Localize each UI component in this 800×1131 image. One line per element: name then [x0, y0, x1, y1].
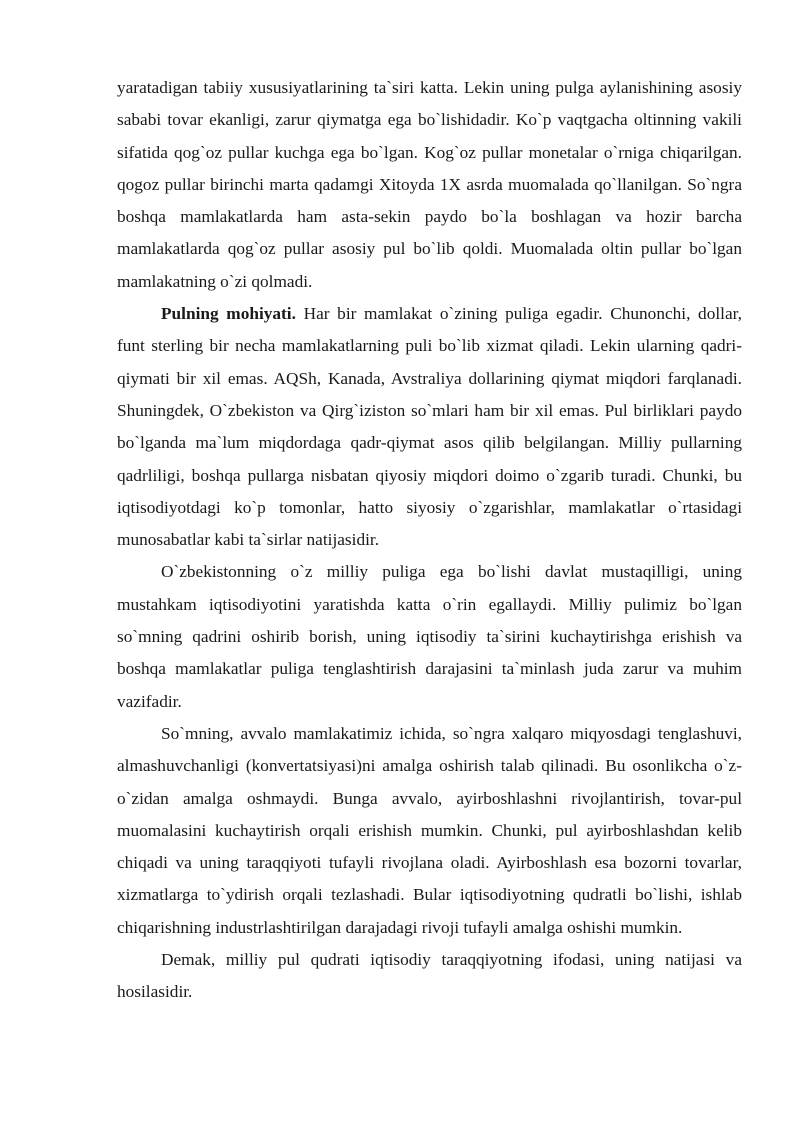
paragraph-4-text: So`mning, avvalo mamlakatimiz ichida, so`ngra xalqaro miqyosdagi tenglashuvi, almashuvchanligi (konvertatsiyasi)ni amalga oshirish talab qilinadi. Bu osonlikcha o`z-o`zidan amalga oshmaydi. Bunga avvalo, ayirboshlashni rivojlantirish, tovar-pul muomalasini kuchaytirish orqali erishish mumkin. Chunki, pul ayirboshlashdan kelib chiqadi va uning taraqqiyoti tufayli rivojlana oladi. Ayirboshlash esa bozorni tovarlar, xizmatlarga to`ydirish orqali tezlashadi. Bular iqtisodiyotning qudratli bo`lishi, ishlab chiqarishning industrlashtirilgan darajadagi rivoji tufayli amalga oshishi mumkin. — [117, 723, 742, 937]
paragraph-3 — [117, 556, 742, 717]
paragraph-5 — [117, 944, 742, 1009]
paragraph-1 — [117, 72, 742, 298]
paragraph-3-text: O`zbekistonning o`z milliy puliga ega bo`lishi davlat mustaqilligi, uning mustahkam iqtisodiyotini yaratishda katta o`rin egallaydi. Milliy pulimiz bo`lgan so`mning qadrini oshirib borish, uning iqtisodiy ta`sirini kuchaytirishga erishish va boshqa mamlakatlar puliga tenglashtirish darajasini ta`minlash juda zarur va muhim vazifadir. — [117, 562, 742, 711]
paragraph-1-text: yaratadigan tabiiy xususiyatlarining ta`siri katta. Lekin uning pulga aylanishining asosiy sababi tovar ekanligi, zarur qiymatga ega bo`lishidadir. Ko`p vaqtgacha oltinning vakili sifatida qog`oz pullar kuchga ega bo`lgan. Kog`oz pullar monetalar o`rniga chiqarilgan. qogoz pullar birinchi marta qadamgi Xitoyda 1X asrda muomalada qo`llanilgan. So`ngra boshqa mamlakatlarda ham asta-sekin paydo bo`la boshlagan va hozir barcha mamlakatlarda qog`oz pullar asosiy pul bo`lib qoldi. Muomalada oltin pullar bo`lgan mamlakatning o`zi qolmadi. — [117, 78, 742, 291]
paragraph-2 — [117, 298, 742, 556]
paragraph-4 — [117, 718, 742, 944]
paragraph-2-text: Har bir mamlakat o`zining puliga egadir. Chunonchi, dollar, funt sterling bir necha mamlakatlarning puli bo`lib xizmat qiladi. Lekin ularning qadri-qiymati bir xil emas. AQSh, Kanada, Avstraliya dollarining qiymat miqdori farqlanadi. Shuningdek, O`zbekiston va Qirg`iziston so`mlari ham bir xil emas. Pul birliklari paydo bo`lganda ma`lum miqdordaga qadr-qiymat asos qilib belgilangan. Milliy pullarning qadrliligi, boshqa pullarga nisbatan qiyosiy miqdori doimo o`zgarib turadi. Chunki, bu iqtisodiyotdagi ko`p tomonlar, hatto siyosiy o`zgarishlar, mamlakatlar o`rtasidagi munosabatlar kabi ta`sirlar natijasidir. — [117, 304, 742, 550]
paragraph-5-text: Demak, milliy pul qudrati iqtisodiy taraqqiyotning ifodasi, uning natijasi va hosilasidir. — [117, 950, 742, 1002]
section-heading-pulning-mohiyati: Pulning mohiyati. — [161, 304, 296, 324]
document-page — [117, 72, 742, 1009]
